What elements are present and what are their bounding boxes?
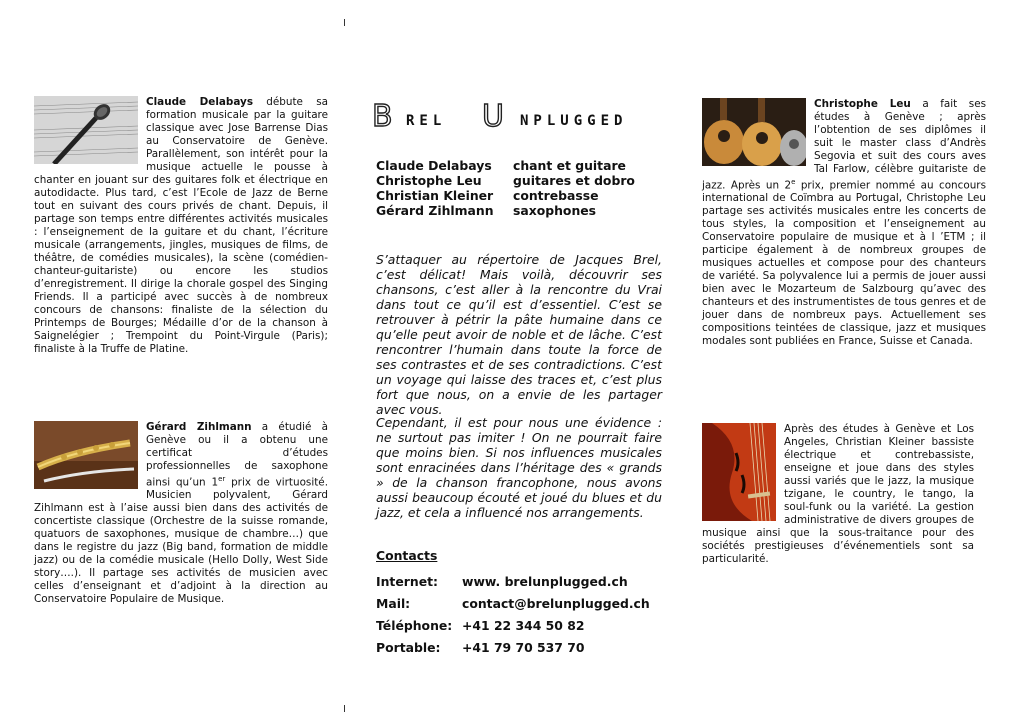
bio-kleiner xyxy=(702,423,974,566)
email-link[interactable]: contact@brelunplugged.ch xyxy=(462,595,650,611)
website-link[interactable]: www. brelunplugged.ch xyxy=(462,573,628,589)
phone-number: +41 22 344 50 82 xyxy=(462,617,585,633)
bio-delabays xyxy=(34,96,328,356)
cast-row xyxy=(376,188,635,203)
cast-member: Christian Kleiner xyxy=(376,188,494,203)
contact-label: Portable: xyxy=(376,639,441,655)
fold-mark-bottom xyxy=(344,705,345,712)
mobile-number: +41 79 70 537 70 xyxy=(462,639,585,655)
bio-leu-text-b: prix, premier nommé au concours international de Coïmbra au Portugal, Christophe Leu partage ses activités musicales entre les concerts de tous styles, la composition et l’enseignement au Conservatoire populaire de musique et à l ’ETM ; il participe également à de nombreux groupes de musiques actuelles et compose pour des chanteurs de variété. Sa polyvalence lui a permis de jouer aussi bien avec le Mozarteum de Salzbourg qu’avec des chanteurs et des instrumentistes de tous genres et de jouer dans de nombreux pays. Actuellement ses compositions teintées de classique, jazz et musiques modales sont publiées en France, Suisse et Canada. xyxy=(702,179,986,348)
cast-row xyxy=(376,158,635,173)
cast-list xyxy=(376,158,635,218)
logo-word-nplugged: NPLUGGED xyxy=(520,113,628,129)
cast-member: Christophe Leu xyxy=(376,173,482,188)
bio-leu-name: Christophe Leu xyxy=(814,98,911,110)
bio-zihlmann-text-b: prix de virtuosité. Musicien polyvalent, Gérard Zihlmann est à l’aise aussi bien dans des activités de concertiste classique (Orchestre de la suisse romande, quatuors de saxophones, musique de chambre…) que dans le registre du jazz (Big band, formation de middle jazz) ou de la comédie musicale (Hello Dolly, West Side story….). Il partage ses activités de musicien avec celles d’enseignant et d’adjoint à la direction au Conservatoire Populaire de Musique. xyxy=(34,476,329,606)
contacts-heading: Contacts xyxy=(376,548,438,563)
bio-delabays-text: débute sa formation musicale par la guitare classique avec Jose Barrense Dias au Conservatoire de Genève. Parallèlement, son intérêt pour la musique actuelle le pousse à chanter en jouant sur des guitares folk et électrique en autodidacte. Plus tard, c’est l’Ecole de Jazz de Berne tout en suivant des cours privés de chant. Depuis, il partage son temps entre différentes activités musicales : l’enseignement de la guitare et du chant, l’écriture musicale (arrangements, jingles, musiques de films, de théâtre, de comédies musicales), la scène (comédien-chanteur-guitariste) ou encore les studios d’enregistrement. Il dirige la chorale gospel des Singing Friends. Il a participé avec succès à de nombreux concours de chansons: finaliste de la sélection du Printemps de Bourges; Médaille d’or de la chanson à Saignelégier ; Trempoint du Point-Virgule (Paris); finaliste à la Truffe de Platine. xyxy=(34,96,328,355)
saxophone-photo xyxy=(34,421,138,489)
intro-quote: S’attaquer au répertoire de Jacques Brel, c’est délicat! Mais voilà, découvrir ses chansons, c’est aller à la rencontre du Vrai dans tout ce qu’il est d’essentiel. C’est se retrouver à pétrir la pâte humaine dans ce qu’elle peut avoir de noble et de lâche. C’est rencontrer l’humain dans toute la force de ses contrastes et de ses contradictions. C’est un voyage qui laisse des traces et, c’est plus fort que nous, on a envie de les partager avec vous. xyxy=(376,252,662,417)
guitars-photo xyxy=(702,98,806,166)
microphone-on-sheet-music-photo xyxy=(34,96,138,164)
contact-row-mobile xyxy=(376,636,650,658)
cast-member: Claude Delabays xyxy=(376,158,492,173)
bio-delabays-name: Claude Delabays xyxy=(146,96,254,108)
bio-zihlmann-name: Gérard Zihlmann xyxy=(146,421,252,433)
cast-row xyxy=(376,203,635,218)
cast-row xyxy=(376,173,635,188)
cast-role: saxophones xyxy=(513,203,597,218)
bio-leu-text-a: a fait ses études à Genève ; après l’obtention de ses diplômes il suit le master class d’Andrès Segovia et suit des cours aves Tal Farlow, célèbre guitariste de jazz. Après un 2 xyxy=(702,98,986,192)
bio-zihlmann-text-a: a étudié à Genève ou il a obtenu une certificat d’études professionnelles de saxophone ainsi qu’un 1 xyxy=(146,421,328,489)
contact-label: Mail: xyxy=(376,595,411,611)
contact-row-phone xyxy=(376,614,650,636)
cast-member: Gérard Zihlmann xyxy=(376,203,494,218)
bio-zihlmann-sup: er xyxy=(218,475,226,483)
contact-row-internet xyxy=(376,570,650,592)
bio-kleiner-text: Après des études à Genève et Los Angeles, Christian Kleiner bassiste électrique et contrebassiste, enseigne et joue dans des styles aussi variés que le jazz, la musique tzigane, le country, le tango, la soul-funk ou la variété. La gestion administrative de divers groupes de musique ainsi que la sous-traitance pour des sociétés prestigieuses d’événementiels sont sa particularité. xyxy=(702,423,974,565)
influences-quote: Cependant, il est pour nous une évidence : ne surtout pas imiter ! On ne pourrait faire que moins bien. Si nos influences musicales sont enracinées dans l’héritage des « grands » de la chanson francophone, nous avons aussi beaucoup écouté et joué du blues et du jazz, et cela a influencé nos arrangements. xyxy=(376,415,662,520)
brel-unplugged-logo xyxy=(372,100,672,132)
bio-zihlmann xyxy=(34,421,328,606)
contact-label: Internet: xyxy=(376,573,438,589)
bio-leu xyxy=(702,98,986,348)
double-bass-photo xyxy=(702,423,776,521)
logo-initial-u: U xyxy=(482,100,504,132)
cast-role: guitares et dobro xyxy=(513,173,635,188)
fold-mark-top xyxy=(344,19,345,26)
logo-word-rel: REL xyxy=(406,113,447,129)
contacts-section xyxy=(376,548,650,658)
bio-leu-sup: e xyxy=(791,178,796,186)
contact-label: Téléphone: xyxy=(376,617,453,633)
contact-row-mail xyxy=(376,592,650,614)
cast-role: chant et guitare xyxy=(513,158,626,173)
cast-role: contrebasse xyxy=(513,188,599,203)
logo-initial-b: B xyxy=(372,100,393,132)
